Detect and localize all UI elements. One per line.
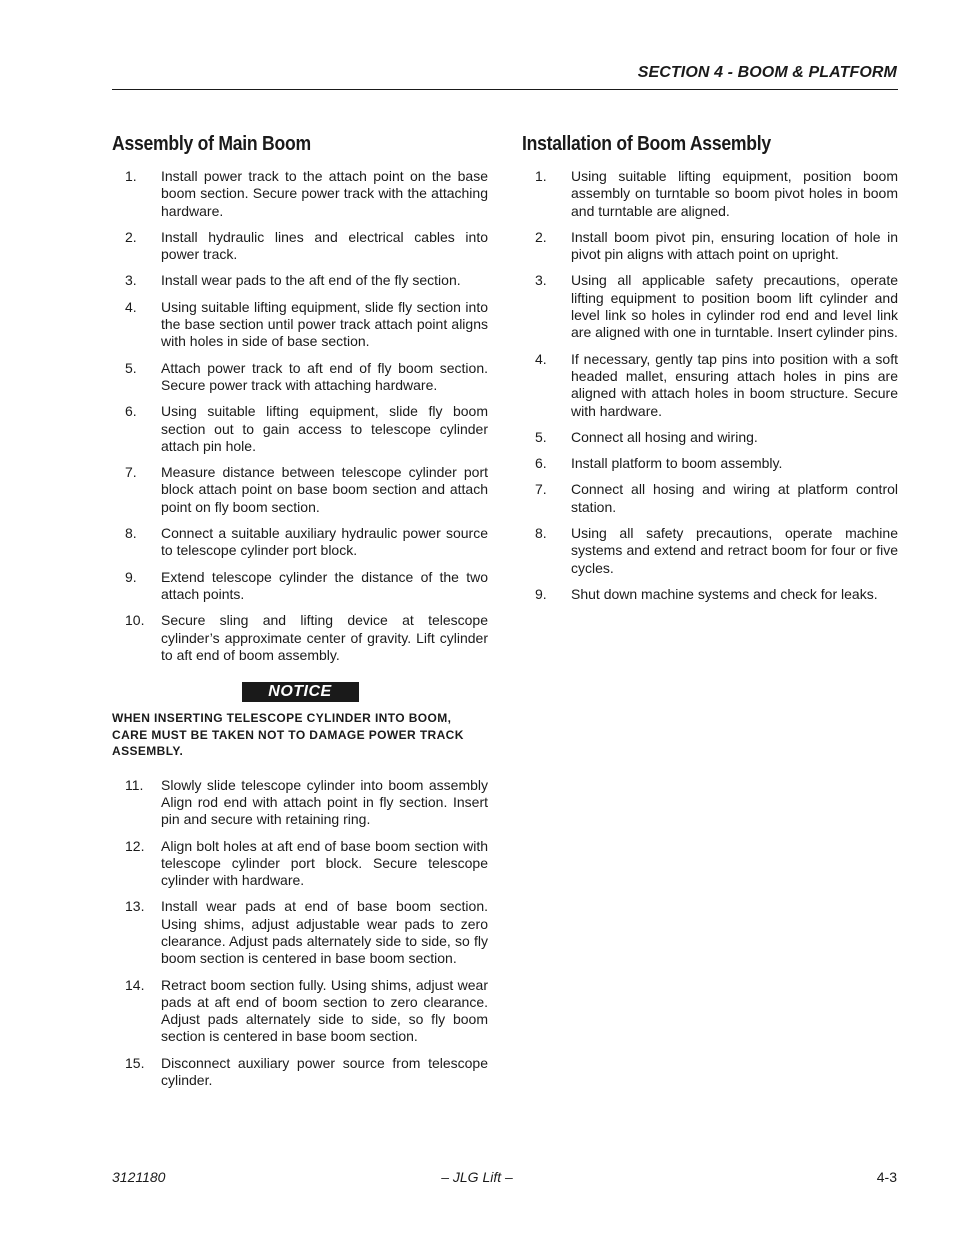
- left-column: [112, 133, 488, 1098]
- step-text: Install wear pads to the aft end of the fly section.: [161, 272, 461, 289]
- step-text: Using suitable lifting equipment, slide fly boom section out to gain access to telescope cylinder attach pin hole.: [161, 403, 488, 454]
- step-number: 14.: [125, 976, 145, 993]
- step-text: Attach power track to aft end of fly boom section. Secure power track with attaching hardware.: [161, 359, 488, 393]
- step-number: 1.: [535, 168, 547, 184]
- step-number: 6.: [535, 455, 547, 472]
- list-item: [522, 229, 898, 264]
- list-item: [112, 1055, 488, 1090]
- step-text: Align bolt holes at aft end of base boom section with telescope cylinder port block. Secure telescope cylinder with hardware.: [161, 837, 488, 889]
- step-number: 2.: [535, 228, 547, 245]
- step-number: 8.: [125, 525, 137, 542]
- step-text: If necessary, gently tap pins into position with a soft headed mallet, ensuring attach holes in pins are aligned with attach holes in boom structure. Secure with hardware.: [571, 350, 898, 419]
- step-number: 9.: [535, 585, 547, 602]
- notice-badge: NOTICE: [242, 682, 359, 702]
- list-item: [112, 898, 488, 967]
- step-number: 5.: [535, 428, 547, 445]
- step-number: 3.: [125, 272, 137, 289]
- list-item: [522, 586, 898, 603]
- page-number: 4-3: [876, 1169, 897, 1185]
- step-text: Install power track to the attach point on the base boom section. Secure power track with the attaching hardware.: [161, 168, 488, 219]
- step-text: Shut down machine systems and check for leaks.: [571, 585, 878, 602]
- step-number: 9.: [125, 568, 137, 585]
- list-item: [522, 481, 898, 516]
- right-column: [522, 133, 898, 612]
- list-item: [112, 977, 488, 1046]
- list-item: [112, 168, 488, 220]
- step-text: Connect all hosing and wiring.: [571, 428, 758, 445]
- step-number: 8.: [535, 525, 547, 542]
- assembly-steps-list: [112, 168, 488, 664]
- step-number: 6.: [125, 403, 137, 420]
- step-number: 7.: [535, 481, 547, 498]
- step-text: Measure distance between telescope cylinder port block attach point on base boom section and attach point on fly boom section.: [161, 464, 488, 515]
- notice-text: WHEN INSERTING TELESCOPE CYLINDER INTO BOOM, CARE MUST BE TAKEN NOT TO DAMAGE POWER TRACK ASSEMBLY.: [112, 711, 464, 759]
- step-number: 1.: [125, 168, 137, 184]
- list-item: [522, 272, 898, 341]
- step-number: 2.: [125, 228, 137, 245]
- list-item: [112, 777, 488, 829]
- section-title: SECTION 4 - BOOM & PLATFORM: [637, 64, 897, 81]
- list-item: [112, 229, 488, 264]
- list-item: [522, 351, 898, 420]
- step-text: Install wear pads at end of base boom section. Using shims, adjust adjustable wear pads to zero clearance. Adjust pads alternately side to side, so fly boom section is centered in base boom section.: [161, 898, 488, 967]
- assembly-steps-list-continued: [112, 777, 488, 1090]
- notice-block: [112, 682, 488, 702]
- step-text: Install hydraulic lines and electrical cables into power track.: [161, 228, 488, 263]
- step-number: 5.: [125, 359, 137, 376]
- step-number: 4.: [535, 350, 547, 367]
- step-text: Using all applicable safety precautions, operate lifting equipment to position boom lift cylinder and level link so holes in cylinder rod end and level link are aligned with one in turntable. Insert cylinder pins.: [571, 272, 898, 341]
- list-item: [522, 429, 898, 446]
- step-text: Connect all hosing and wiring at platform control station.: [571, 481, 898, 515]
- step-text: Using suitable lifting equipment, position boom assembly on turntable so boom pivot holes in boom and turntable are aligned.: [571, 168, 898, 219]
- list-item: [112, 838, 488, 890]
- step-number: 4.: [125, 298, 137, 315]
- list-item: [522, 455, 898, 472]
- step-text: Extend telescope cylinder the distance of the two attach points.: [161, 568, 488, 602]
- installation-boom-heading: Installation of Boom Assembly: [522, 133, 771, 155]
- brand-footer: – JLG Lift –: [441, 1169, 513, 1185]
- step-text: Install boom pivot pin, ensuring location of hole in pivot pin aligns with attach point on upright.: [571, 228, 898, 263]
- step-text: Disconnect auxiliary power source from telescope cylinder.: [161, 1054, 488, 1089]
- step-text: Install platform to boom assembly.: [571, 455, 783, 472]
- step-text: Slowly slide telescope cylinder into boom assembly Align rod end with attach point in fly section. Insert pin and secure with retaining ring.: [161, 776, 488, 828]
- installation-steps-list: [522, 168, 898, 603]
- step-number: 13.: [125, 898, 145, 915]
- list-item: [522, 525, 898, 577]
- step-number: 15.: [125, 1054, 145, 1071]
- step-text: Secure sling and lifting device at telescope cylinder’s approximate center of gravity. Lift cylinder to aft end of boom assembly.: [161, 612, 488, 663]
- list-item: [112, 612, 488, 664]
- step-number: 7.: [125, 464, 137, 481]
- list-item: [112, 299, 488, 351]
- header-rule: [112, 89, 898, 90]
- list-item: [112, 464, 488, 516]
- step-number: 12.: [125, 837, 145, 854]
- step-text: Retract boom section fully. Using shims, adjust wear pads at aft end of boom section to zero clearance. Adjust pads alternately side to side, so fly boom section is centered in base boom section.: [161, 976, 488, 1045]
- list-item: [112, 403, 488, 455]
- list-item: [112, 272, 488, 289]
- list-item: [112, 525, 488, 560]
- doc-number: 3121180: [112, 1169, 166, 1185]
- list-item: [112, 569, 488, 604]
- step-number: 11.: [125, 776, 144, 793]
- list-item: [522, 168, 898, 220]
- step-text: Using suitable lifting equipment, slide fly section into the base section until power track attach point aligns with holes in side of base section.: [161, 298, 488, 350]
- step-number: 3.: [535, 272, 547, 289]
- list-item: [112, 360, 488, 395]
- step-text: Connect a suitable auxiliary hydraulic power source to telescope cylinder port block.: [161, 525, 488, 559]
- step-number: 10.: [125, 612, 145, 629]
- assembly-main-boom-heading: Assembly of Main Boom: [112, 133, 311, 155]
- step-text: Using all safety precautions, operate machine systems and extend and retract boom for four or five cycles.: [571, 525, 898, 576]
